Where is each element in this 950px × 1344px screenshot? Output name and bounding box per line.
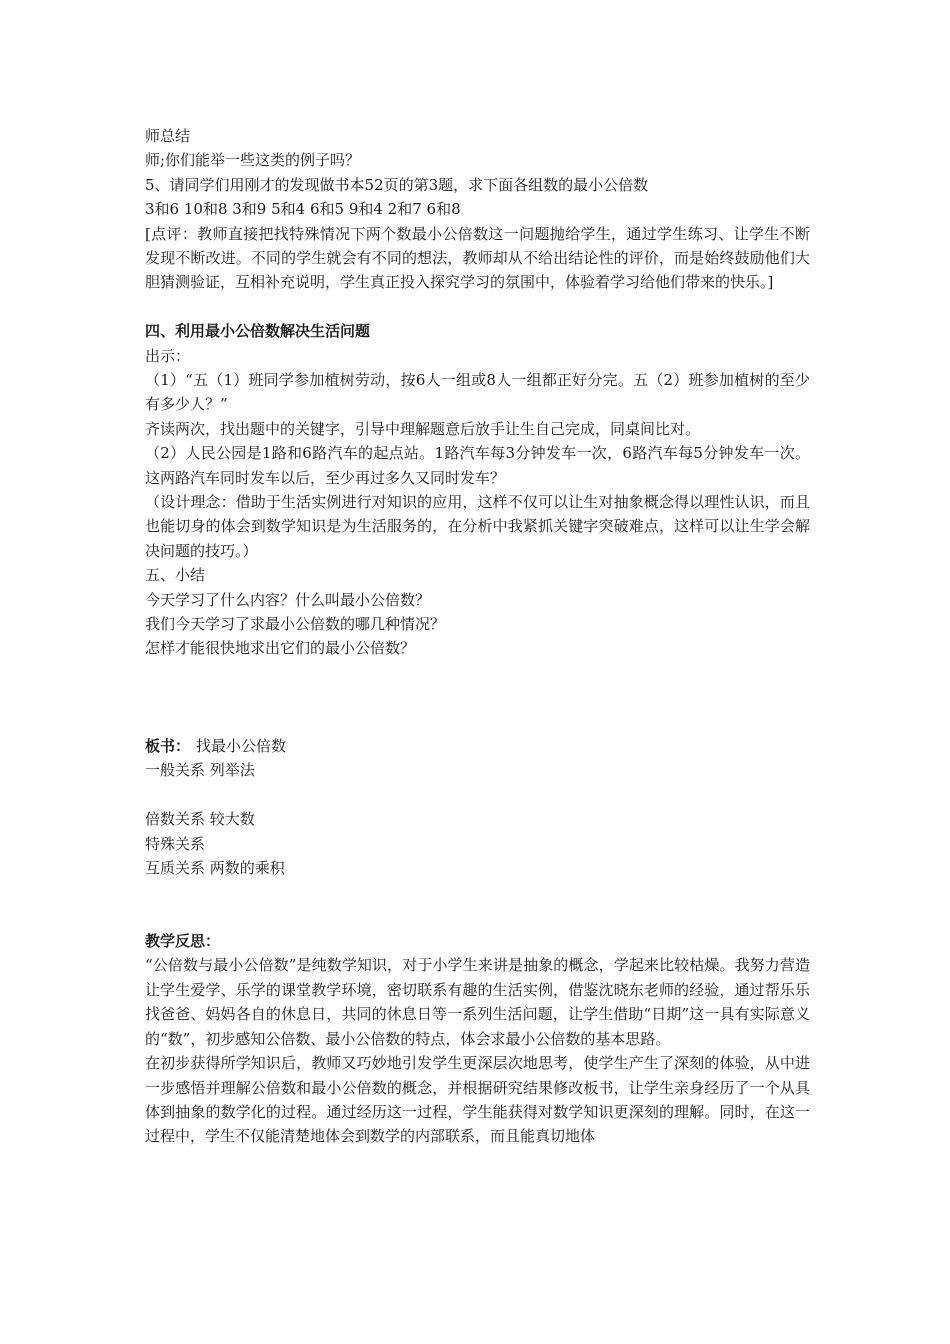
number-pairs: 3和6 10和8 3和9 5和4 6和5 9和4 2和7 6和8 <box>145 200 461 219</box>
spacer <box>145 783 810 807</box>
section5-heading: 五、小结 <box>145 566 206 585</box>
section4-heading: 四、利用最小公倍数解决生活问题 <box>145 322 371 341</box>
problem-2: （2）人民公园是1路和6路汽车的起点站。1路汽车每3分钟发车一次，6路汽车每5分钟发车一次。这两路汽车同时发车以后，至少再过多久又同时发车？ <box>145 444 810 487</box>
comment-paragraph: [点评：教师直接把找特殊情况下两个数最小公倍数这一问题抛给学生，通过学生练习、让学生不断发现不断改进。不同的学生就会有不同的想法，教师却从不给出结论性的评价，而是始终鼓励他们大胆猜测验证，互相补充说明，学生真正投入探究学习的氛围中，体验着学习给他们带来的快乐。] <box>145 224 810 292</box>
teacher-question: 师;你们能举一些这类的例子吗？ <box>145 151 361 170</box>
exercise-5: 5、请同学们用刚才的发现做书本52页的第3题，求下面各组数的最小公倍数 <box>145 175 649 194</box>
board-row-general: 一般关系 列举法 <box>145 761 255 780</box>
spacer <box>145 295 810 319</box>
board-label: 板书： <box>145 736 191 755</box>
board-row-special: 特殊关系 <box>145 834 206 853</box>
reflection-paragraph-1: “公倍数与最小公倍数”是纯数学知识，对于小学生来讲是抽象的概念，学起来比较枯燥。我努力营造让学生爱学、乐学的课堂教学环境，密切联系有趣的生活实例，借鉴沈晓东老师的经验，通过帮乐乐找爸爸、妈妈各自的休息日，共同的休息日等一系列生活问题，让学生借助“日期”这一具有实际意义的“数”，初步感知公倍数、最小公倍数的特点，体会求最小公倍数的基本思路。 <box>145 956 810 1048</box>
board-title: 找最小公倍数 <box>196 736 287 755</box>
document-page <box>145 124 810 1149</box>
board-row-multiple: 倍数关系 较大数 <box>145 810 255 829</box>
summary-question-1: 今天学习了什么内容？什么叫最小公倍数？ <box>145 590 431 609</box>
spacer <box>145 661 810 734</box>
board-heading <box>145 734 810 758</box>
summary-line: 师总结 <box>145 127 191 145</box>
instruction-1: 齐读两次，找出题中的关键字，引导中理解题意后放手让生自己完成，同桌间比对。 <box>145 419 701 438</box>
summary-question-2: 我们今天学习了求最小公倍数的哪几种情况？ <box>145 614 446 633</box>
show-label: 出示： <box>145 346 191 365</box>
reflection-heading: 教学反思： <box>145 932 221 951</box>
problem-1: （1）“五（1）班同学参加植树劳动，按6人一组或8人一组都正好分完。五（2）班参加植树的至少有多少人？” <box>145 370 810 414</box>
board-row-coprime: 互质关系 两数的乘积 <box>145 858 285 877</box>
spacer <box>145 880 810 929</box>
reflection-paragraph-2: 在初步获得所学知识后，教师又巧妙地引发学生更深层次地思考，使学生产生了深刻的体验，从中进一步感悟并理解公倍数和最小公倍数的概念，并根据研究结果修改板书，让学生亲身经历了一个从具体到抽象的数学化的过程。通过经历这一过程，学生能获得对数学知识更深刻的理解。同时，在这一过程中，学生不仅能清楚地体会到数学的内部联系，而且能真切地体 <box>145 1054 810 1146</box>
summary-question-3: 怎样才能很快地求出它们的最小公倍数？ <box>145 639 416 658</box>
design-note: （设计理念：借助于生活实例进行对知识的应用，这样不仅可以让生对抽象概念得以理性认识，而且也能切身的体会到数学知识是为生活服务的，在分析中我紧抓关键字突破难点，这样可以让生学会解决问题的技巧。） <box>145 492 810 560</box>
